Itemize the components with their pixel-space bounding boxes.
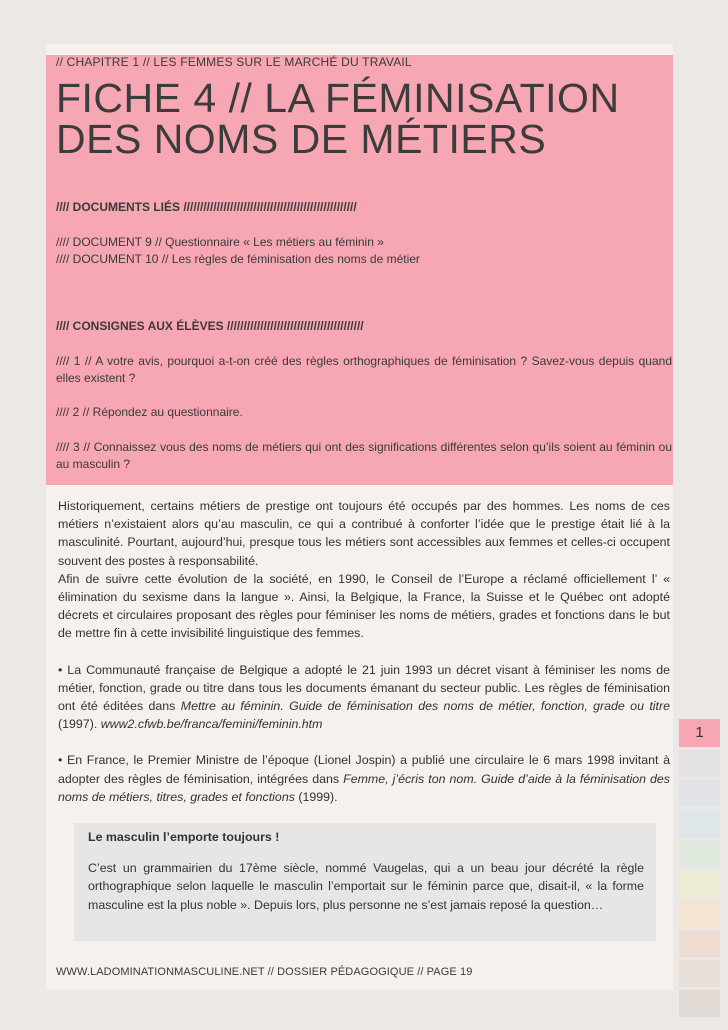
chapter-tabs bbox=[679, 719, 720, 1020]
chapter-label: // CHAPITRE 1 // LES FEMMES SUR LE MARCHÉ DU TRAVAIL bbox=[56, 55, 412, 69]
chapter-tab bbox=[679, 900, 720, 927]
chapter-tab-active: 1 bbox=[679, 719, 720, 747]
chapter-tab bbox=[679, 810, 720, 837]
consigne-item: //// 1 // A votre avis, pourquoi a-t-on créé des règles orthographiques de féminisation ? Savez-vous depuis quand elles existent ? bbox=[56, 354, 672, 385]
documents-list bbox=[56, 234, 420, 268]
consigne-item: //// 3 // Connaissez vous des noms de métiers qui ont des significations différentes selon qu’ils soient au féminin ou au masculin ? bbox=[56, 440, 672, 471]
page-title bbox=[56, 75, 620, 162]
chapter-tab bbox=[679, 750, 720, 777]
document-item: //// DOCUMENT 10 // Les règles de féminisation des noms de métier bbox=[56, 252, 420, 266]
body-paragraph: Historiquement, certains métiers de prestige ont toujours été occupés par des hommes. Les noms de ces métiers n’existaient alors qu’au masculin, ce qui a contribué à conforter l’idée que le prestige était lié à la masculinité. Pourtant, aujourd’hui, presque tous les métiers sont accessibles aux femmes et celles-ci occupent souvent des postes à responsabilité. bbox=[58, 499, 670, 568]
chapter-tab bbox=[679, 960, 720, 987]
consigne-item: //// 2 // Répondez au questionnaire. bbox=[56, 405, 243, 419]
book-title: Mettre au féminin. Guide de féminisation des noms de métier, fonction, grade ou titre bbox=[180, 699, 670, 714]
consignes-heading: //// CONSIGNES AUX ÉLÈVES ///////////////////////////////////////// bbox=[56, 319, 364, 333]
body-bullet-france: • En France, le Premier Ministre de l’époque (Lionel Jospin) a publié une circulaire le 6 mars 1998 invitant à adopter des règles de féminisation, intégrées dans Femme, j’écris ton nom. Guide d’aide à la féminisation des noms de métiers, titres, grades et fonctions (1999). bbox=[58, 753, 670, 804]
title-line-2: DES NOMS DE MÉTIERS bbox=[56, 116, 547, 162]
inset-text: C’est un grammairien du 17ème siècle, nommé Vaugelas, qui a un beau jour décrété la règle orthographique selon laquelle le masculin l’emportait sur le féminin parce que, disait-il, « la forme masculine est la plus noble ». Depuis lors, plus personne ne s’est jamais reposé la question… bbox=[88, 861, 644, 912]
chapter-tab bbox=[679, 780, 720, 807]
documents-heading: //// DOCUMENTS LIÉS //////////////////////////////////////////////////// bbox=[56, 200, 357, 214]
chapter-tab bbox=[679, 840, 720, 867]
body-text bbox=[58, 497, 670, 806]
chapter-tab bbox=[679, 990, 720, 1017]
inset-title: Le masculin l’emporte toujours ! bbox=[88, 830, 280, 844]
title-line-1: FICHE 4 // LA FÉMINISATION bbox=[56, 75, 620, 121]
chapter-tab bbox=[679, 870, 720, 897]
page-footer: WWW.LADOMINATIONMASCULINE.NET // DOSSIER PÉDAGOGIQUE // PAGE 19 bbox=[56, 966, 473, 978]
body-paragraph: Afin de suivre cette évolution de la société, en 1990, le Conseil de l’Europe a réclamé officiellement l’ « élimination du sexisme dans la langue ». Ainsi, la Belgique, la France, la Suisse et le Québec ont adopté décrets et circulaires proposant des règles pour féminiser les noms de métiers, grades et fonctions dans le but de mettre fin à cette invisibilité linguistique des femmes. bbox=[58, 571, 670, 641]
book-title: Femme, j’écris ton nom. Guide d’aide à la féminisation des noms de métiers, titres, grades et fonctions bbox=[58, 771, 670, 804]
chapter-tab bbox=[679, 930, 720, 957]
body-bullet-belgium: • La Communauté française de Belgique a adopté le 21 juin 1993 un décret visant à féminiser les noms de métier, fonction, grade ou titre dans tous les documents émanant du secteur public. Les règles de féminisation ont été éditées dans Mettre au féminin. Guide de féminisation des noms de métier, fonction, grade ou titre (1997). www2.cfwb.be/franca/femini/feminin.htm bbox=[58, 662, 670, 732]
reference-url: www2.cfwb.be/franca/femini/feminin.htm bbox=[100, 717, 323, 732]
document-item: //// DOCUMENT 9 // Questionnaire « Les métiers au féminin » bbox=[56, 235, 384, 249]
